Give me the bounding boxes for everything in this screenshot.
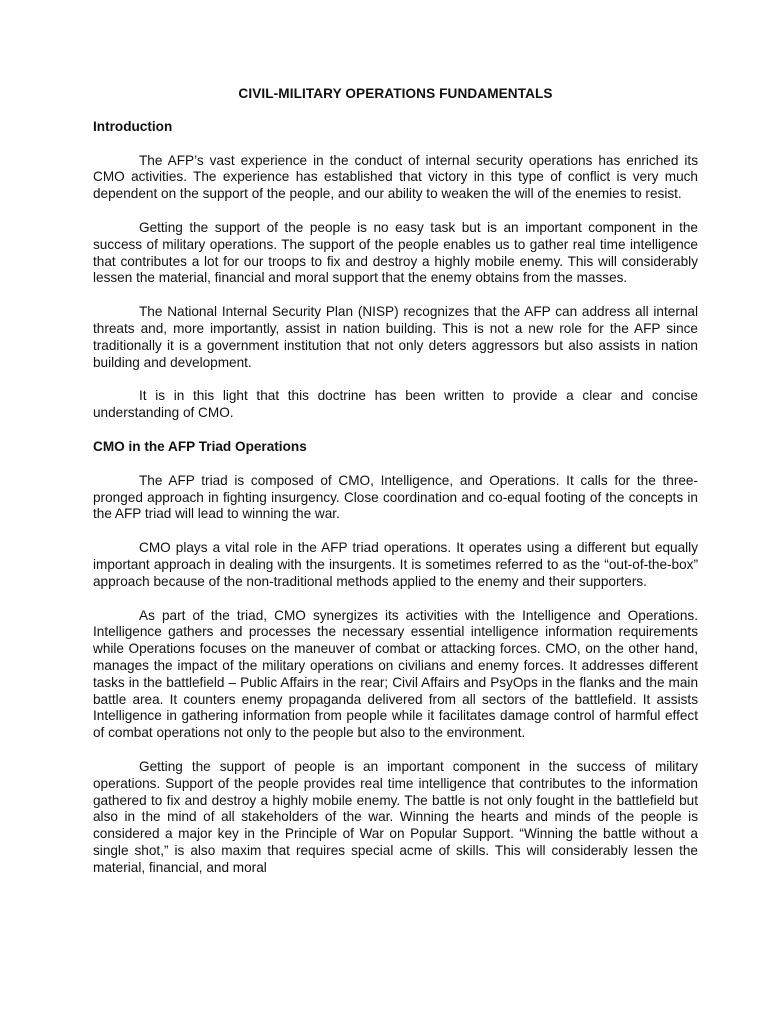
- paragraph: Getting the support of the people is no easy task but is an important component in the success of military operations. The support of the people enables us to gather real time intelligence that contributes a lot for our troops to fix and destroy a highly mobile enemy. This will considerably lessen the material, financial and moral support that the enemy obtains from the masses.: [93, 219, 698, 286]
- paragraph: The National Internal Security Plan (NISP) recognizes that the AFP can address all internal threats and, more importantly, assist in nation building. This is not a new role for the AFP since traditionally it is a government institution that not only deters aggressors but also assists in nation building and development.: [93, 304, 698, 370]
- paragraph: It is in this light that this doctrine has been written to provide a clear and concise understanding of CMO.: [93, 388, 698, 421]
- paragraph: The AFP’s vast experience in the conduct of internal security operations has enriched its CMO activities. The experience has established that victory in this type of conflict is very much dependent on the support of the people, and our ability to weaken the will of the enemies to resist.: [93, 152, 698, 202]
- paragraph: CMO plays a vital role in the AFP triad operations. It operates using a different but equally important approach in dealing with the insurgents. It is sometimes referred to as the “out-of-the-box” approach because of the non-traditional methods applied to the enemy and their supporters.: [93, 540, 698, 589]
- document-page: [93, 86, 698, 893]
- paragraph: The AFP triad is composed of CMO, Intelligence, and Operations. It calls for the three-pronged approach in fighting insurgency. Close coordination and co-equal footing of the concepts in the AFP triad will lead to winning the war.: [93, 472, 698, 522]
- paragraph: Getting the support of people is an important component in the success of military operations. Support of the people provides real time intelligence that contributes to the information gathered to fix and destroy a highly mobile enemy. The battle is not only fought in the battlefield but also in the mind of all stakeholders of the war. Winning the hearts and minds of the people is considered a major key in the Principle of War on Popular Support. “Winning the battle without a single shot,” is also maxim that requires special acme of skills. This will considerably lessen the material, financial, and moral: [93, 758, 698, 875]
- document-title: CIVIL-MILITARY OPERATIONS FUNDAMENTALS: [238, 86, 553, 101]
- section-heading-introduction: Introduction: [93, 118, 173, 134]
- section-heading-triad-operations: CMO in the AFP Triad Operations: [93, 438, 307, 454]
- paragraph: As part of the triad, CMO synergizes its activities with the Intelligence and Operations. Intelligence gathers and processes the necessary essential intelligence information requirements while Operations focuses on the maneuver of combat or attacking forces. CMO, on the other hand, manages the impact of the military operations on civilians and enemy forces. It addresses different tasks in the battlefield – Public Affairs in the rear; Civil Affairs and PsyOps in the flanks and the main battle area. It counters enemy propaganda delivered from all sectors of the battlefield. It assists Intelligence in gathering information from people while it facilitates damage control of harmful effect of combat operations not only to the people but also to the environment.: [93, 607, 698, 741]
